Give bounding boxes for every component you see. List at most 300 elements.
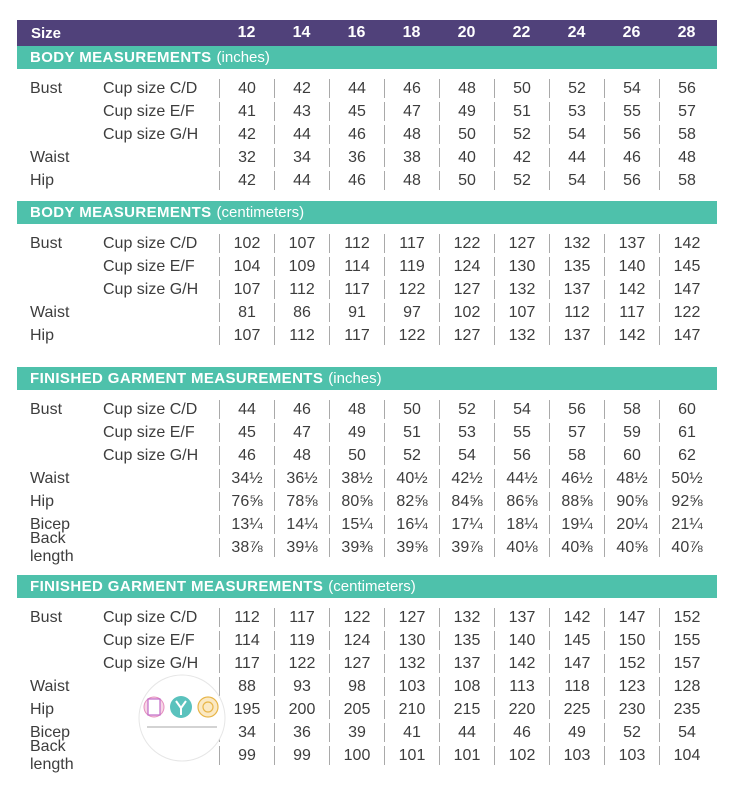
value-cell: 118: [549, 677, 604, 696]
measurement-row: [17, 629, 717, 652]
value-cell: 98: [329, 677, 384, 696]
measure-label: Bust: [30, 234, 63, 252]
value-cell: 147: [659, 326, 714, 345]
measurement-row: [17, 169, 717, 192]
section-unit: (inches): [216, 49, 270, 66]
value-cell: 16¼: [384, 515, 439, 534]
value-cell: 44: [274, 171, 329, 190]
value-cell: 102: [494, 746, 549, 765]
value-cell: 140: [494, 631, 549, 650]
value-cell: 122: [274, 654, 329, 673]
value-cell: 48: [384, 171, 439, 190]
value-cell: 48: [439, 79, 494, 98]
value-cell: 109: [274, 257, 329, 276]
value-cell: 46: [329, 171, 384, 190]
value-cell: 42½: [439, 469, 494, 488]
value-cell: 42: [494, 148, 549, 167]
value-cell: 56: [549, 400, 604, 419]
value-cell: 128: [659, 677, 714, 696]
value-cell: 20¼: [604, 515, 659, 534]
value-cell: 57: [659, 102, 714, 121]
value-cell: 147: [659, 280, 714, 299]
size-header-row: [17, 20, 717, 46]
value-cell: 50: [329, 446, 384, 465]
cup-size-label: Cup size E/F: [103, 631, 195, 649]
value-cell: 34½: [219, 469, 274, 488]
value-cell: 92⅝: [659, 492, 714, 511]
measurement-row: [17, 77, 717, 100]
value-cell: 86⅝: [494, 492, 549, 511]
value-cell: 107: [494, 303, 549, 322]
value-cell: 44: [329, 79, 384, 98]
measurement-row: [17, 513, 717, 536]
cup-size-label: Cup size G/H: [103, 280, 199, 298]
cup-size-label: Cup size C/D: [103, 608, 198, 626]
cup-size-label: Cup size G/H: [103, 446, 199, 464]
value-cell: 50: [439, 171, 494, 190]
value-cell: 40½: [384, 469, 439, 488]
value-cell: 47: [384, 102, 439, 121]
value-cell: 122: [659, 303, 714, 322]
value-cell: 39⅛: [274, 538, 329, 557]
size-header-cell: 28: [677, 24, 696, 41]
value-cell: 103: [604, 746, 659, 765]
size-header-cell: 20: [457, 24, 476, 41]
value-cell: 112: [329, 234, 384, 253]
value-cell: 46: [329, 125, 384, 144]
value-cell: 104: [219, 257, 274, 276]
measure-label: Waist: [30, 469, 70, 487]
value-cell: 46: [274, 400, 329, 419]
value-cell: 145: [659, 257, 714, 276]
measurement-row: [17, 100, 717, 123]
value-cell: 38⅞: [219, 538, 274, 557]
value-cell: 40: [219, 79, 274, 98]
value-cell: 132: [494, 280, 549, 299]
value-cell: 52: [439, 400, 494, 419]
section-unit: (centimeters): [216, 204, 305, 221]
measurement-row: [17, 737, 717, 773]
value-cell: 157: [659, 654, 714, 673]
value-cell: 48: [329, 400, 384, 419]
size-chart: [17, 20, 717, 773]
value-cell: 42: [274, 79, 329, 98]
measurement-section: [17, 201, 717, 347]
value-cell: 127: [384, 608, 439, 627]
value-cell: 82⅝: [384, 492, 439, 511]
measure-label: Back length: [30, 529, 74, 565]
value-cell: 137: [604, 234, 659, 253]
value-cell: 88: [219, 677, 274, 696]
value-cell: 117: [329, 326, 384, 345]
value-cell: 81: [219, 303, 274, 322]
measurement-row: [17, 606, 717, 629]
value-cell: 40⅝: [604, 538, 659, 557]
value-cell: 17¼: [439, 515, 494, 534]
measure-label: Back length: [30, 737, 74, 773]
value-cell: 102: [439, 303, 494, 322]
value-cell: 225: [549, 700, 604, 719]
value-cell: 50: [439, 125, 494, 144]
measure-label: Hip: [30, 700, 55, 718]
value-cell: 93: [274, 677, 329, 696]
cup-size-label: Cup size C/D: [103, 234, 198, 252]
value-cell: 54: [439, 446, 494, 465]
value-cell: 56: [604, 125, 659, 144]
size-header-cell: 14: [292, 24, 311, 41]
value-cell: 140: [604, 257, 659, 276]
value-cell: 112: [274, 280, 329, 299]
measurement-row: [17, 675, 717, 698]
cup-size-label: Cup size G/H: [103, 125, 199, 143]
measurement-section: [17, 575, 717, 773]
cup-size-label: Cup size E/F: [103, 423, 195, 441]
value-cell: 112: [274, 326, 329, 345]
value-cell: 55: [604, 102, 659, 121]
value-cell: 127: [494, 234, 549, 253]
value-cell: 215: [439, 700, 494, 719]
value-cell: 113: [494, 677, 549, 696]
value-cell: 54: [494, 400, 549, 419]
value-cell: 14¼: [274, 515, 329, 534]
value-cell: 117: [604, 303, 659, 322]
value-cell: 122: [329, 608, 384, 627]
measurement-row: [17, 398, 717, 421]
value-cell: 15¼: [329, 515, 384, 534]
value-cell: 99: [219, 746, 274, 765]
value-cell: 40⅜: [549, 538, 604, 557]
value-cell: 132: [549, 234, 604, 253]
value-cell: 52: [549, 79, 604, 98]
value-cell: 49: [439, 102, 494, 121]
size-header-cell: 18: [402, 24, 421, 41]
value-cell: 36½: [274, 469, 329, 488]
value-cell: 152: [604, 654, 659, 673]
value-cell: 147: [604, 608, 659, 627]
value-cell: 46: [604, 148, 659, 167]
value-cell: 200: [274, 700, 329, 719]
value-cell: 108: [439, 677, 494, 696]
measure-label: Bust: [30, 79, 63, 97]
value-cell: 127: [329, 654, 384, 673]
value-cell: 60: [659, 400, 714, 419]
measurement-row: [17, 232, 717, 255]
value-cell: 34: [219, 723, 274, 742]
value-cell: 18¼: [494, 515, 549, 534]
value-cell: 130: [494, 257, 549, 276]
value-cell: 102: [219, 234, 274, 253]
measurement-row: [17, 255, 717, 278]
measure-label: Hip: [30, 171, 55, 189]
value-cell: 142: [604, 280, 659, 299]
value-cell: 48: [274, 446, 329, 465]
value-cell: 76⅝: [219, 492, 274, 511]
value-cell: 39⅝: [384, 538, 439, 557]
measurement-row: [17, 490, 717, 513]
value-cell: 124: [439, 257, 494, 276]
value-cell: 13¼: [219, 515, 274, 534]
measurement-row: [17, 529, 717, 565]
value-cell: 205: [329, 700, 384, 719]
measure-label: Hip: [30, 492, 55, 510]
value-cell: 54: [549, 171, 604, 190]
size-header-cell: 16: [347, 24, 366, 41]
value-cell: 107: [219, 280, 274, 299]
value-cell: 19¼: [549, 515, 604, 534]
shop-logo-icon: [137, 668, 227, 776]
value-cell: 45: [329, 102, 384, 121]
size-header-cell: 24: [567, 24, 586, 41]
value-cell: 99: [274, 746, 329, 765]
value-cell: 112: [549, 303, 604, 322]
value-cell: 39⅞: [439, 538, 494, 557]
value-cell: 48½: [604, 469, 659, 488]
value-cell: 62: [659, 446, 714, 465]
value-cell: 210: [384, 700, 439, 719]
section-title-text: BODY MEASUREMENTS: [30, 204, 212, 221]
measurement-row: [17, 698, 717, 721]
size-header-cell: 22: [512, 24, 531, 41]
value-cell: 130: [384, 631, 439, 650]
measurement-row: [17, 324, 717, 347]
measurement-row: [17, 652, 717, 675]
value-cell: 119: [384, 257, 439, 276]
value-cell: 145: [549, 631, 604, 650]
measurement-row: [17, 721, 717, 744]
value-cell: 36: [329, 148, 384, 167]
value-cell: 117: [329, 280, 384, 299]
section-title-text: BODY MEASUREMENTS: [30, 49, 212, 66]
value-cell: 40: [439, 148, 494, 167]
value-cell: 49: [329, 423, 384, 442]
section-spacer: [17, 559, 717, 575]
value-cell: 52: [494, 125, 549, 144]
value-cell: 100: [329, 746, 384, 765]
value-cell: 230: [604, 700, 659, 719]
value-cell: 58: [659, 125, 714, 144]
value-cell: 43: [274, 102, 329, 121]
section-spacer: [17, 347, 717, 367]
section-title-text: FINISHED GARMENT MEASUREMENTS: [30, 578, 324, 595]
value-cell: 42: [219, 171, 274, 190]
value-cell: 132: [494, 326, 549, 345]
value-cell: 107: [219, 326, 274, 345]
value-cell: 44: [219, 400, 274, 419]
measurement-row: [17, 467, 717, 490]
value-cell: 86: [274, 303, 329, 322]
measurement-section: [17, 46, 717, 192]
value-cell: 41: [384, 723, 439, 742]
value-cell: 147: [549, 654, 604, 673]
value-cell: 155: [659, 631, 714, 650]
section-title: [17, 575, 717, 598]
value-cell: 40⅞: [659, 538, 714, 557]
value-cell: 91: [329, 303, 384, 322]
measure-label: Bicep: [30, 515, 71, 533]
value-cell: 61: [659, 423, 714, 442]
measurement-section: [17, 367, 717, 565]
value-cell: 38: [384, 148, 439, 167]
value-cell: 44: [549, 148, 604, 167]
measure-label: Waist: [30, 148, 70, 166]
value-cell: 42: [219, 125, 274, 144]
value-cell: 142: [604, 326, 659, 345]
value-cell: 84⅝: [439, 492, 494, 511]
value-cell: 122: [384, 326, 439, 345]
measurement-row: [17, 421, 717, 444]
size-header-cell: 26: [622, 24, 641, 41]
value-cell: 40⅛: [494, 538, 549, 557]
value-cell: 54: [659, 723, 714, 742]
value-cell: 101: [439, 746, 494, 765]
value-cell: 124: [329, 631, 384, 650]
value-cell: 80⅝: [329, 492, 384, 511]
value-cell: 122: [384, 280, 439, 299]
value-cell: 52: [604, 723, 659, 742]
measure-label: Waist: [30, 677, 70, 695]
value-cell: 46: [384, 79, 439, 98]
cup-size-label: Cup size E/F: [103, 257, 195, 275]
value-cell: 45: [219, 423, 274, 442]
value-cell: 32: [219, 148, 274, 167]
measure-label: Hip: [30, 326, 55, 344]
value-cell: 58: [659, 171, 714, 190]
value-cell: 101: [384, 746, 439, 765]
value-cell: 50½: [659, 469, 714, 488]
value-cell: 114: [329, 257, 384, 276]
value-cell: 41: [219, 102, 274, 121]
value-cell: 21¼: [659, 515, 714, 534]
size-header-label: Size: [31, 24, 62, 42]
value-cell: 48: [384, 125, 439, 144]
value-cell: 127: [439, 326, 494, 345]
value-cell: 107: [274, 234, 329, 253]
value-cell: 39⅜: [329, 538, 384, 557]
value-cell: 57: [549, 423, 604, 442]
value-cell: 56: [659, 79, 714, 98]
value-cell: 220: [494, 700, 549, 719]
section-title-text: FINISHED GARMENT MEASUREMENTS: [30, 370, 324, 387]
value-cell: 104: [659, 746, 714, 765]
measurement-row: [17, 444, 717, 467]
value-cell: 119: [274, 631, 329, 650]
value-cell: 50: [494, 79, 549, 98]
measurement-row: [17, 123, 717, 146]
value-cell: 44: [439, 723, 494, 742]
value-cell: 103: [549, 746, 604, 765]
cup-size-label: Cup size E/F: [103, 102, 195, 120]
value-cell: 54: [604, 79, 659, 98]
value-cell: 137: [549, 326, 604, 345]
value-cell: 51: [384, 423, 439, 442]
value-cell: 50: [384, 400, 439, 419]
value-cell: 56: [604, 171, 659, 190]
measurement-row: [17, 278, 717, 301]
value-cell: 132: [384, 654, 439, 673]
section-unit: (centimeters): [328, 578, 416, 595]
value-cell: 78⅝: [274, 492, 329, 511]
value-cell: 56: [494, 446, 549, 465]
section-title: [17, 46, 717, 69]
value-cell: 53: [439, 423, 494, 442]
value-cell: 55: [494, 423, 549, 442]
value-cell: 58: [549, 446, 604, 465]
value-cell: 60: [604, 446, 659, 465]
value-cell: 46: [219, 446, 274, 465]
value-cell: 97: [384, 303, 439, 322]
value-cell: 112: [219, 608, 274, 627]
value-cell: 46½: [549, 469, 604, 488]
value-cell: 114: [219, 631, 274, 650]
value-cell: 90⅝: [604, 492, 659, 511]
value-cell: 46: [494, 723, 549, 742]
measure-label: Bicep: [30, 723, 71, 741]
section-spacer: [17, 192, 717, 201]
value-cell: 48: [659, 148, 714, 167]
value-cell: 117: [384, 234, 439, 253]
value-cell: 135: [549, 257, 604, 276]
value-cell: 51: [494, 102, 549, 121]
value-cell: 44½: [494, 469, 549, 488]
value-cell: 135: [439, 631, 494, 650]
value-cell: 39: [329, 723, 384, 742]
value-cell: 117: [274, 608, 329, 627]
value-cell: 34: [274, 148, 329, 167]
cup-size-label: Cup size C/D: [103, 400, 198, 418]
value-cell: 195: [219, 700, 274, 719]
cup-size-label: Cup size G/H: [103, 654, 199, 672]
value-cell: 53: [549, 102, 604, 121]
value-cell: 52: [384, 446, 439, 465]
value-cell: 44: [274, 125, 329, 144]
value-cell: 235: [659, 700, 714, 719]
value-cell: 132: [439, 608, 494, 627]
value-cell: 137: [549, 280, 604, 299]
value-cell: 150: [604, 631, 659, 650]
value-cell: 142: [659, 234, 714, 253]
value-cell: 54: [549, 125, 604, 144]
measure-label: Bust: [30, 608, 63, 626]
value-cell: 152: [659, 608, 714, 627]
value-cell: 103: [384, 677, 439, 696]
value-cell: 142: [494, 654, 549, 673]
measure-label: Waist: [30, 303, 70, 321]
size-header-cell: 12: [237, 24, 256, 41]
cup-size-label: Cup size C/D: [103, 79, 198, 97]
value-cell: 47: [274, 423, 329, 442]
value-cell: 137: [494, 608, 549, 627]
value-cell: 52: [494, 171, 549, 190]
value-cell: 38½: [329, 469, 384, 488]
measure-label: Bust: [30, 400, 63, 418]
value-cell: 36: [274, 723, 329, 742]
value-cell: 59: [604, 423, 659, 442]
section-title: [17, 367, 717, 390]
section-title: [17, 201, 717, 224]
value-cell: 137: [439, 654, 494, 673]
value-cell: 142: [549, 608, 604, 627]
value-cell: 127: [439, 280, 494, 299]
value-cell: 117: [219, 654, 274, 673]
value-cell: 88⅝: [549, 492, 604, 511]
section-unit: (inches): [328, 370, 382, 387]
value-cell: 122: [439, 234, 494, 253]
value-cell: 58: [604, 400, 659, 419]
measurement-row: [17, 301, 717, 324]
value-cell: 123: [604, 677, 659, 696]
measurement-row: [17, 146, 717, 169]
value-cell: 49: [549, 723, 604, 742]
